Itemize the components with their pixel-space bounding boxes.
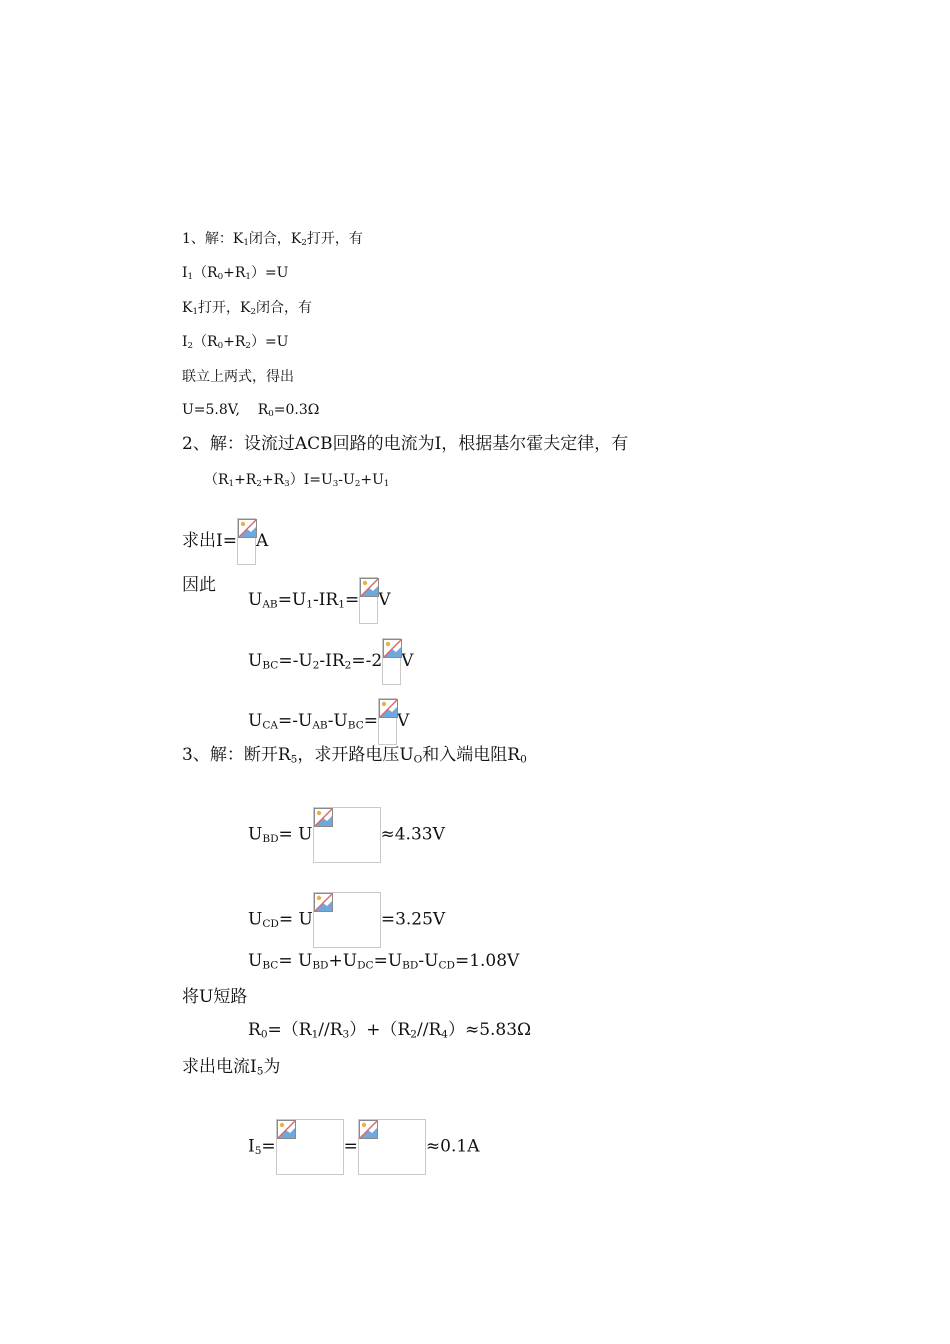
p3-line-4: $U_{BC}= U_{BD}+U_{DC}=U_{BD}-U_{CD}=1.08V$ [248,951,520,972]
broken-image-icon [358,1119,426,1175]
p2-line-2: $(R_1+R_2+R_3)I=U_3-U_2+U_1$ [204,472,390,490]
broken-image-icon [378,698,397,745]
broken-image-icon [277,1120,296,1139]
broken-image-icon [360,578,379,597]
broken-image-icon [359,577,378,624]
broken-image-icon [238,519,257,538]
p3-line-2: $U_{BD}= U$ ≈4.33V [248,807,445,863]
broken-image-icon [359,1120,378,1139]
broken-image-icon [383,639,402,658]
p1-line-6: U=5.8V, $R_0=0.3\Omega$ [182,402,320,420]
p2-line-5: $U_{BC}=-U_2-IR_2=-2$ V [248,638,413,685]
p3-line-6: $R_0=(R_1//R_3)+(R_2//R_4)\approx 5.83\Omega$ [248,1020,532,1041]
p2-line-6: $U_{CA}=-U_{AB}-U_{BC}=$ V [248,698,409,745]
broken-image-icon [314,893,333,912]
p1-line-2: $I_1(R_0+R_1)=U$ [182,265,289,283]
p1-line-5: 联立上两式，得出 [182,369,294,385]
p2-line-3: 求出I= A [182,518,268,565]
p3-line-7: 求出电流$I_5$为 [182,1057,281,1078]
p3-line-5: 将U短路 [182,987,248,1007]
broken-image-icon [313,892,381,948]
p2-line-1: 2、解：设流过ACB回路的电流为I，根据基尔霍夫定律，有 [182,434,629,454]
p1-line-3: $K_1$打开，$K_2$闭合，有 [182,300,312,318]
p3-line-8: $I_5=$ = ≈0.1A [248,1119,479,1175]
broken-image-icon [313,807,381,863]
p3-line-1: 3、解：断开$R_5$，求开路电压$U_O$和入端电阻$R_0$ [182,745,527,766]
broken-image-icon [382,638,401,685]
broken-image-icon [379,699,398,718]
broken-image-icon [276,1119,344,1175]
p1-line-1: 1、解：$K_1$闭合，$K_2$打开，有 [182,231,363,249]
broken-image-icon [314,808,333,827]
p3-line-3: $U_{CD}= U$ =3.25V [248,892,445,948]
p2-line-4-label: 因此 [182,575,216,595]
p2-line-4: $U_{AB}=U_1-IR_1=$ V [248,577,390,624]
broken-image-icon [237,518,256,565]
p1-line-4: $I_2(R_0+R_2)=U$ [182,334,289,352]
